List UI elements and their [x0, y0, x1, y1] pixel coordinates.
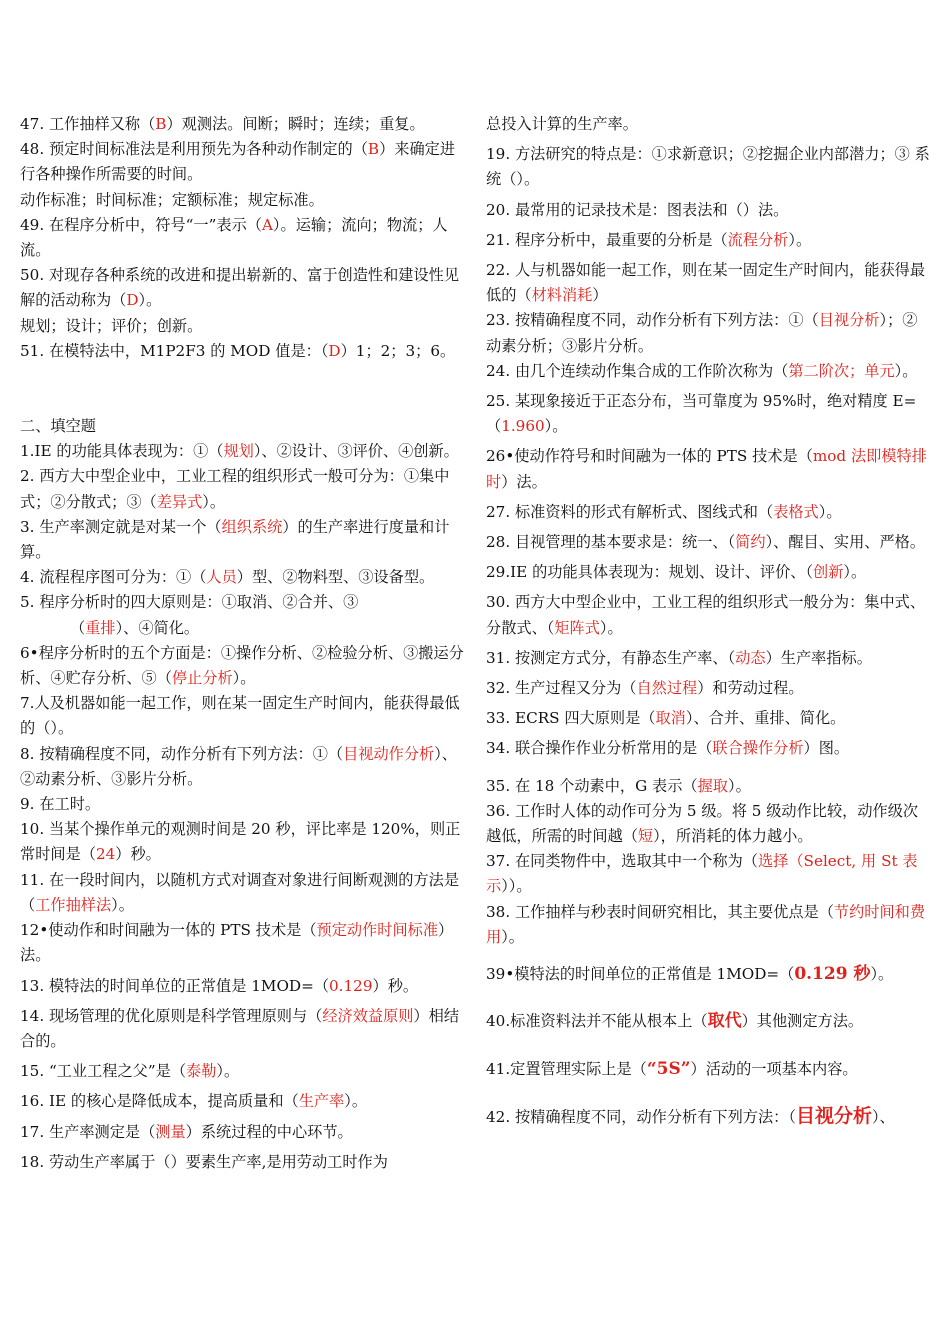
fill-31: 31. 按测定方式分，有静态生产率、（动态）生产率指标。 [486, 648, 872, 667]
fill-15: 15. “工业工程之父”是（泰勒）。 [20, 1062, 240, 1081]
fill-14: 14. 现场管理的优化原则是科学管理原则与（经济效益原则）相结合的。 [20, 1006, 460, 1050]
fill-6: 6•程序分析时的五个方面是：①操作分析、②检验分析、③搬运分析、④贮存分析、⑤（停止分析）。 [20, 643, 464, 688]
left-column [20, 112, 466, 1175]
fill-32: 32. 生产过程又分为（自然过程）和劳动过程。 [486, 679, 804, 698]
fill-34: 34. 联合操作作业分析常用的是（联合操作分析）图。 [486, 739, 850, 758]
fill-25: 25. 某现象接近于正态分布，当可靠度为 95%时，绝对精度 E=（1.960）。 [486, 392, 917, 436]
fill-24: 24. 由几个连续动作集合成的工作阶次称为（第二阶次；单元）。 [486, 361, 918, 380]
fill-10: 10. 当某个操作单元的观测时间是 20 秒，评比率是 120%，则正常时间是（24）秒。 [20, 820, 461, 864]
question-51: 51. 在模特法中，M1P2F3 的 MOD 值是：（D）1；2；3；6。 [20, 341, 456, 360]
fill-2: 2. 西方大中型企业中，工业工程的组织形式一般可分为：①集中式；②分散式；③（差异式）。 [20, 467, 450, 511]
fill-39: 39•模特法的时间单位的正常值是 1MOD=（0.129 秒）。 [486, 964, 894, 985]
fill-12: 12•使动作和时间融为一体的 PTS 技术是（预定动作时间标准）法。 [20, 921, 454, 965]
fill-42: 42. 按精确程度不同，动作分析有下列方法：（目视分析）、 [486, 1104, 895, 1127]
fill-7: 7.人及机器如能一起工作，则在某一固定生产时间内，能获得最低的（）。 [20, 694, 460, 738]
fill-8: 8. 按精确程度不同，动作分析有下列方法：①（目视动作分析）、②动素分析、③影片分析。 [20, 744, 457, 788]
fill-5-cont: （重排）、④简化。 [70, 618, 200, 637]
fill-13: 13. 模特法的时间单位的正常值是 1MOD=（0.129）秒。 [20, 976, 419, 995]
section-heading: 二、填空题 [20, 417, 96, 436]
question-50: 50. 对现存各种系统的改进和提出崭新的、富于创造性和建设性见解的活动称为（D）。 [20, 266, 460, 310]
question-50-options: 规划；设计；评价；创新。 [20, 316, 203, 335]
fill-22: 22. 人与机器如能一起工作，则在某一固定生产时间内，能获得最低的（材料消耗） [486, 261, 926, 305]
fill-28: 28. 目视管理的基本要求是：统一、（简约）、醒目、实用、严格。 [486, 533, 926, 552]
fill-4: 4. 流程程序图可分为：①（人员）型、②物料型、③设备型。 [20, 568, 435, 587]
fill-16: 16. IE 的核心是降低成本，提高质量和（生产率）。 [20, 1092, 368, 1111]
fill-33: 33. ECRS 四大原则是（取消）、合并、重排、简化。 [486, 709, 846, 728]
fill-17: 17. 生产率测定是（测量）系统过程的中心环节。 [20, 1122, 353, 1141]
fill-41: 41.定置管理实际上是（“5S”）活动的一项基本内容。 [486, 1058, 858, 1079]
fill-5: 5. 程序分析时的四大原则是：①取消、②合并、③ [20, 593, 359, 612]
fill-18: 18. 劳动生产率属于（）要素生产率,是用劳动工时作为 [20, 1152, 388, 1171]
question-48-options: 动作标准；时间标准；定额标准；规定标准。 [20, 190, 324, 209]
fill-29: 29.IE 的功能具体表现为：规划、设计、评价、（创新）。 [486, 563, 867, 582]
fill-26: 26•使动作符号和时间融为一体的 PTS 技术是（mod 法即模特排时）法。 [486, 447, 927, 491]
fill-21: 21. 程序分析中，最重要的分析是（流程分析）。 [486, 230, 812, 249]
fill-20: 20. 最常用的记录技术是：图表法和（）法。 [486, 200, 789, 219]
fill-3: 3. 生产率测定就是对某一个（组织系统）的生产率进行度量和计算。 [20, 517, 450, 562]
fill-40: 40.标准资料法并不能从根本上（取代）其他测定方法。 [486, 1011, 864, 1032]
fill-37: 37. 在同类物件中，选取其中一个称为（选择（Select, 用 St 表示））。 [486, 852, 918, 896]
fill-27: 27. 标准资料的形式有解析式、图线式和（表格式）。 [486, 502, 842, 521]
fill-19: 19. 方法研究的特点是：①求新意识；②挖掘企业内部潜力；③ 系统（）。 [486, 145, 930, 189]
question-47: 47. 工作抽样又称（B）观测法。间断；瞬时；连续；重复。 [20, 115, 425, 133]
question-49: 49. 在程序分析中，符号“一”表示（A）。运输；流向；物流；人流。 [20, 215, 448, 260]
fill-1: 1.IE 的功能具体表现为：①（规划）、②设计、③评价、④创新。 [20, 442, 459, 461]
fill-11: 11. 在一段时间内，以随机方式对调查对象进行间断观测的方法是（工作抽样法）。 [20, 870, 460, 914]
fill-18-cont: 总投入计算的生产率。 [486, 115, 638, 133]
question-48: 48. 预定时间标准法是利用预先为各种动作制定的（B）来确定进行各种操作所需要的时间。 [20, 140, 456, 184]
fill-30: 30. 西方大中型企业中，工业工程的组织形式一般分为：集中式、分散式、（矩阵式）。 [486, 593, 926, 637]
fill-38: 38. 工作抽样与秒表时间研究相比，其主要优点是（节约时间和费用）。 [486, 902, 926, 946]
fill-36: 36. 工作时人体的动作可分为 5 级。将 5 级动作比较，动作级次越低，所需的时间越（短），所消耗的体力越小。 [486, 801, 919, 846]
fill-23: 23. 按精确程度不同，动作分析有下列方法：①（目视分析）；②动素分析；③影片分析。 [486, 311, 918, 355]
fill-35: 35. 在 18 个动素中，G 表示（握取）。 [486, 776, 751, 795]
right-column [486, 112, 932, 1130]
fill-9: 9. 在工时。 [20, 795, 101, 814]
